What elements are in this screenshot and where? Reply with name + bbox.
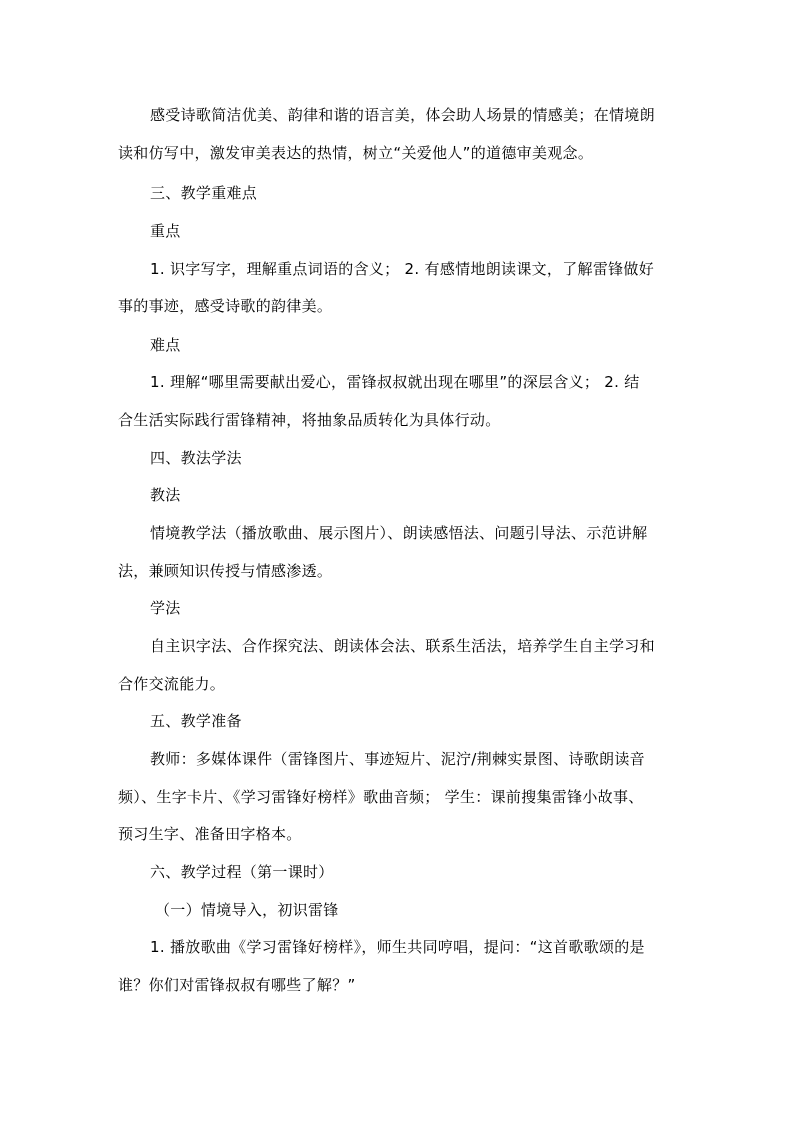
key-points-text-line-1: 1. 识字写字，理解重点词语的含义； 2. 有感情地朗读课文，了解雷锋做好 (150, 260, 655, 278)
section-heading-methods: 四、教法学法 (150, 449, 242, 467)
paragraph-goal-aesthetic-line-1: 感受诗歌简洁优美、韵律和谐的语言美，体会助人场景的情感美；在情境朗 (150, 106, 655, 124)
step-1-text-line-2: 谁？你们对雷锋叔叔有哪些了解？” (118, 976, 356, 994)
difficulties-text-line-1: 1. 理解“哪里需要献出爱心，雷锋叔叔就出现在哪里”的深层含义； 2. 结 (150, 373, 640, 391)
teaching-method-text-line-2: 法，兼顾知识传授与情感渗透。 (118, 562, 333, 580)
preparation-text-line-3: 预习生字、准备田字格本。 (118, 825, 302, 843)
step-heading-situational-intro: （一）情境导入，初识雷锋 (155, 901, 339, 919)
subheading-key-points: 重点 (150, 222, 181, 240)
key-points-text-line-2: 事的事迹，感受诗歌的韵律美。 (118, 297, 333, 315)
learning-method-text-line-2: 合作交流能力。 (118, 675, 226, 693)
section-heading-teaching-process: 六、教学过程（第一课时） (150, 863, 334, 881)
paragraph-goal-aesthetic-line-2: 读和仿写中，激发审美表达的热情，树立“关爱他人”的道德审美观念。 (118, 144, 594, 162)
section-heading-preparation: 五、教学准备 (150, 712, 242, 730)
teaching-method-text-line-1: 情境教学法（播放歌曲、展示图片）、朗读感悟法、问题引导法、示范讲解 (150, 524, 648, 542)
subheading-learning-method: 学法 (150, 599, 181, 617)
preparation-text-line-2: 频）、生字卡片、《学习雷锋好榜样》歌曲音频； 学生：课前搜集雷锋小故事、 (118, 788, 644, 806)
learning-method-text-line-1: 自主识字法、合作探究法、朗读体会法、联系生活法，培养学生自主学习和 (150, 637, 655, 655)
subheading-difficulties: 难点 (150, 336, 181, 354)
section-heading-key-difficult-points: 三、教学重难点 (150, 184, 258, 202)
step-1-text-line-1: 1. 播放歌曲《学习雷锋好榜样》，师生共同哼唱，提问：“这首歌歌颂的是 (150, 938, 645, 956)
difficulties-text-line-2: 合生活实际践行雷锋精神，将抽象品质转化为具体行动。 (118, 411, 501, 429)
preparation-text-line-1: 教师：多媒体课件（雷锋图片、事迹短片、泥泞/荆棘实景图、诗歌朗读音 (150, 750, 645, 768)
subheading-teaching-method: 教法 (150, 486, 181, 504)
